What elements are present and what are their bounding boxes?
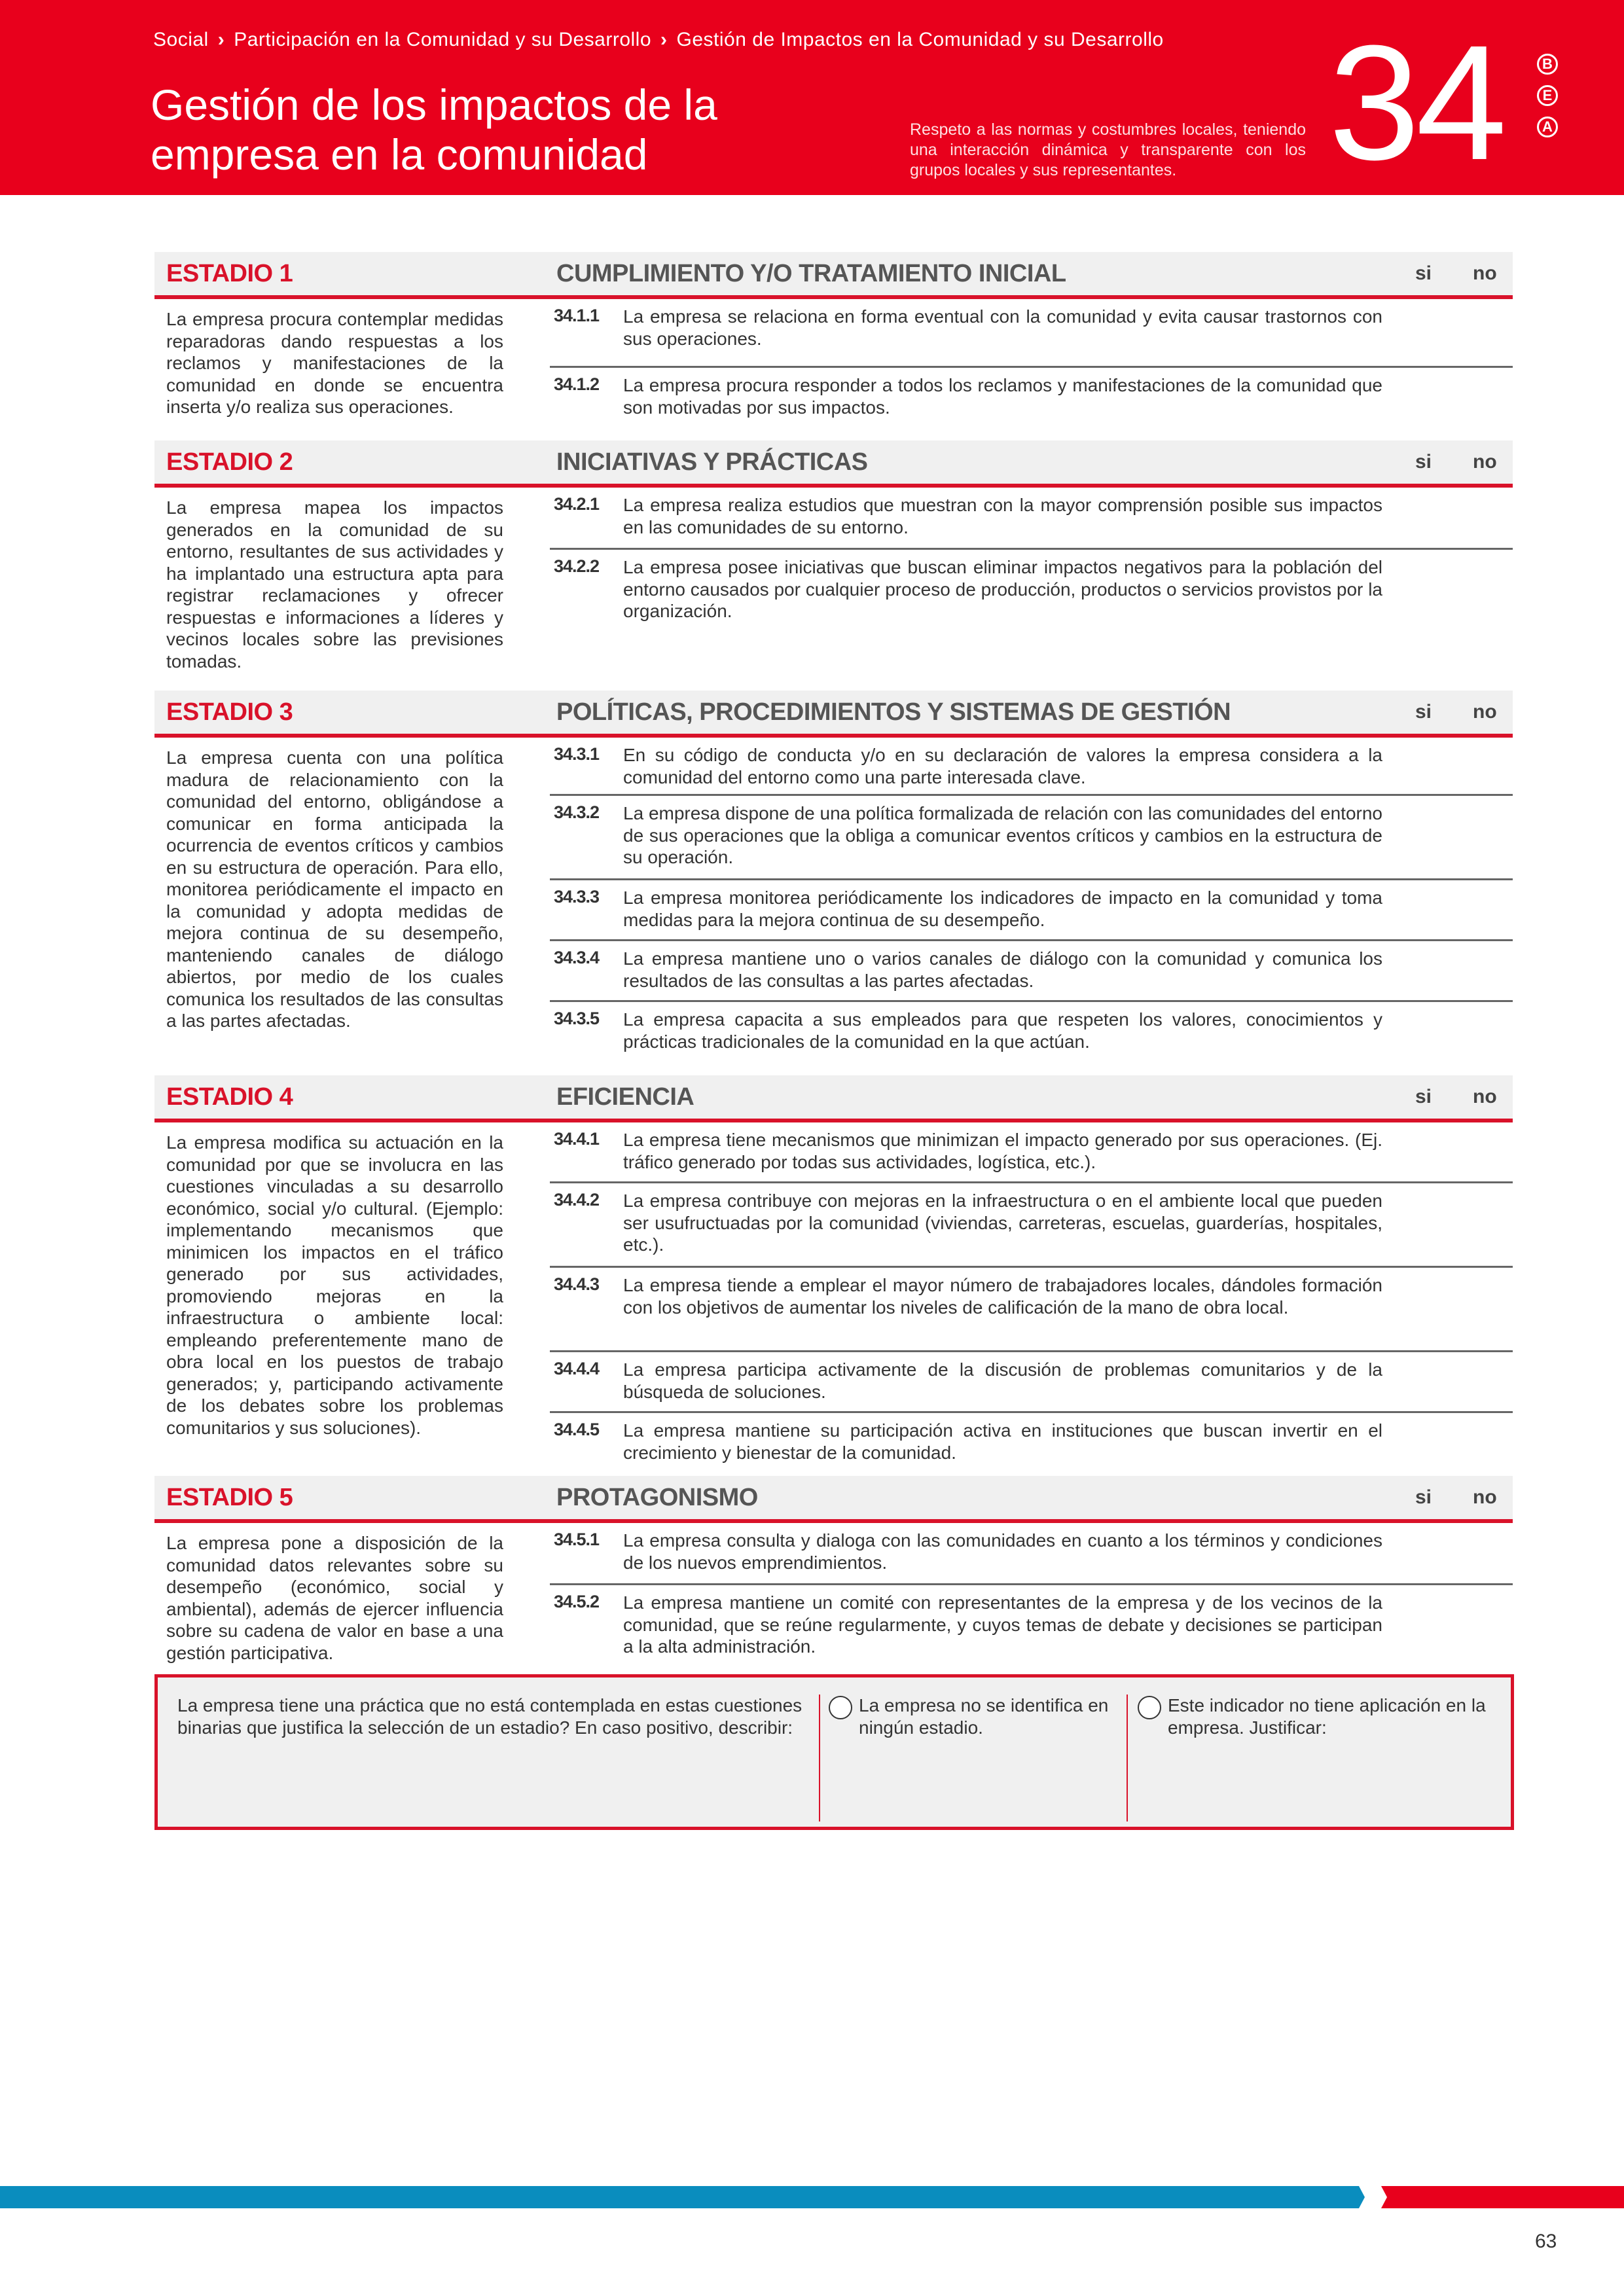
badge-group xyxy=(1537,54,1558,137)
question-text: La empresa monitorea periódicamente los indicadores de impacto en la comunidad y toma medidas para la mejora continua de su desempeño. xyxy=(623,888,1382,930)
section-estadio-4 xyxy=(154,1075,1513,1463)
question-text: La empresa posee iniciativas que buscan eliminar impactos negativos para la población del entorno causados por cualquier proceso de producción, productos o servicios provistos por la organización. xyxy=(623,557,1382,621)
category-title: CUMPLIMIENTO Y/O TRATAMIENTO INICIAL xyxy=(556,259,1066,287)
footer-bar xyxy=(0,2186,1624,2208)
section-header xyxy=(154,691,1513,738)
section-estadio-1 xyxy=(154,252,1513,418)
section-header xyxy=(154,440,1513,488)
section-header xyxy=(154,1476,1513,1523)
question-code: 34.4.3 xyxy=(554,1274,600,1294)
stage-description: La empresa mapea los impactos generados en la comunidad de su entorno, resultantes de sus actividades y ha implantado una estructura apta para registrar reclamaciones y ofrecer respuestas e informaciones a líderes y vecinos locales sobre las previsiones tomadas. xyxy=(166,497,503,672)
column-no-label: no xyxy=(1473,1486,1497,1508)
stage-description: La empresa procura contemplar medidas reparadoras dando respuestas a los reclamos y manifestaciones de la comunidad en donde se encuentra inserta y/o realiza sus operaciones. xyxy=(166,309,503,417)
question-text: La empresa se relaciona en forma eventual con la comunidad y evita causar trastornos con sus operaciones. xyxy=(623,306,1382,349)
category-title: EFICIENCIA xyxy=(556,1083,695,1111)
section-header xyxy=(154,252,1513,299)
badge-a-icon: A xyxy=(1537,117,1558,137)
question-code: 34.2.2 xyxy=(554,556,600,576)
page-header xyxy=(0,0,1624,195)
question-text: La empresa tiende a emplear el mayor número de trabajadores locales, dándoles formación con los objetivos de aumentar los niveles de calificación de la mano de obra local. xyxy=(623,1275,1382,1318)
section-estadio-5 xyxy=(154,1476,1513,1664)
question-row xyxy=(550,1268,1513,1352)
question-row xyxy=(550,550,1513,635)
question-text: En su código de conducta y/o en su declaración de valores la empresa considera a la comunidad del entorno como una parte interesada clave. xyxy=(623,745,1382,787)
question-code: 34.3.1 xyxy=(554,744,600,764)
question-text: La empresa realiza estudios que muestran con la mayor comprensión posible sus impactos en las comunidades de su entorno. xyxy=(623,495,1382,537)
question-row xyxy=(550,880,1513,941)
question-text: La empresa consulta y dialoga con las comunidades en cuanto a los términos y condiciones de los nuevos emprendimientos. xyxy=(623,1530,1382,1573)
stage-title: ESTADIO 3 xyxy=(166,698,293,726)
question-code: 34.5.1 xyxy=(554,1530,600,1549)
question-text: La empresa participa activamente de la discusión de problemas comunitarios y de la búsqueda de soluciones. xyxy=(623,1359,1382,1402)
option-no-stage[interactable] xyxy=(829,1695,1117,1738)
column-si-label: si xyxy=(1415,1086,1432,1107)
question-code: 34.3.4 xyxy=(554,948,600,967)
divider xyxy=(819,1695,820,1821)
other-practice-question[interactable]: La empresa tiene una práctica que no está contemplada en estas cuestiones binarias que justifica la selección de un estadio? En caso positivo, describir: xyxy=(177,1695,803,1738)
question-row xyxy=(550,1352,1513,1413)
question-text: La empresa procura responder a todos los reclamos y manifestaciones de la comunidad que son motivadas por sus impactos. xyxy=(623,375,1382,418)
column-no-label: no xyxy=(1473,262,1497,284)
column-no-label: no xyxy=(1473,701,1497,723)
question-text: La empresa contribuye con mejoras en la infraestructura o en el ambiente local que pueden ser usufructuadas por la comunidad (viviendas, carreteras, escuelas, guarderías, hospitales, etc.). xyxy=(623,1191,1382,1255)
option-no-stage-label: La empresa no se identifica en ningún estadio. xyxy=(859,1695,1109,1738)
option-not-applicable-label: Este indicador no tiene aplicación en la empresa. Justificar: xyxy=(1168,1695,1486,1738)
breadcrumb-item-participacion[interactable]: Participación en la Comunidad y su Desarrollo xyxy=(234,29,652,50)
indicator-number: 34 xyxy=(1329,11,1504,194)
divider xyxy=(1127,1695,1128,1821)
page-number: 63 xyxy=(1535,2231,1557,2252)
question-code: 34.3.5 xyxy=(554,1009,600,1028)
stage-description: La empresa cuenta con una política madura de relacionamiento con la comunidad del entorno, obligándose a comunicar en forma anticipada la ocurrencia de eventos críticos y cambios en su estructura de operación. Para ello, monitorea periódicamente el impacto en la comunidad y adopta medidas de mejora continua de su desempeño, manteniendo canales de diálogo abiertos, por medio de los cuales comunica los resultados de las consultas a las partes afectadas. xyxy=(166,747,503,1031)
question-text: La empresa capacita a sus empleados para que respeten los valores, conocimientos y prácticas tradicionales de la comunidad en la que actúan. xyxy=(623,1009,1382,1052)
question-code: 34.3.2 xyxy=(554,802,600,822)
stage-description: La empresa pone a disposición de la comunidad datos relevantes sobre su desempeño (económico, social y ambiental), además de ejercer influencia sobre su cadena de valor en base a una gestión participativa. xyxy=(166,1533,503,1663)
question-row xyxy=(550,1122,1513,1183)
question-row xyxy=(550,1183,1513,1268)
column-no-label: no xyxy=(1473,451,1497,473)
section-header xyxy=(154,1075,1513,1122)
stage-title: ESTADIO 4 xyxy=(166,1083,293,1111)
chevron-right-icon: › xyxy=(217,29,225,50)
stage-title: ESTADIO 1 xyxy=(166,259,293,287)
stage-title: ESTADIO 2 xyxy=(166,448,293,476)
option-not-applicable[interactable] xyxy=(1138,1695,1504,1738)
question-text: La empresa tiene mecanismos que minimizan el impacto generado por sus operaciones. (Ej. tráfico generado por todas sus actividades, logística, etc.). xyxy=(623,1130,1382,1172)
radio-no-stage[interactable] xyxy=(829,1696,852,1719)
stage-description: La empresa modifica su actuación en la comunidad por que se involucra en las cuestiones vinculadas a su desarrollo económico, social y/o cultural. (Ejemplo: implementando mecanismos que minimicen los impactos en el tráfico generado por sus actividades, promoviendo mejoras en la infraestructura o ambiente local: empleando preferentemente mano de obra local en los puestos de trabajo generados; y, participando activamente de los debates sobre los problemas comunitarios y sus soluciones). xyxy=(166,1132,503,1438)
category-title: INICIATIVAS Y PRÁCTICAS xyxy=(556,448,868,476)
question-text: La empresa mantiene uno o varios canales de diálogo con la comunidad y comunica los resultados de las consultas a las partes afectadas. xyxy=(623,948,1382,991)
question-text: La empresa mantiene su participación activa en instituciones que buscan invertir en el crecimiento y bienestar de la comunidad. xyxy=(623,1420,1382,1463)
page-title: Gestión de los impactos de la empresa en la comunidad xyxy=(151,81,717,179)
badge-b-icon: B xyxy=(1537,54,1558,75)
question-code: 34.4.2 xyxy=(554,1190,600,1210)
breadcrumb-item-social[interactable]: Social xyxy=(153,29,209,50)
stage-title: ESTADIO 5 xyxy=(166,1483,293,1511)
question-code: 34.3.3 xyxy=(554,887,600,906)
category-title: POLÍTICAS, PROCEDIMIENTOS Y SISTEMAS DE GESTIÓN xyxy=(556,698,1231,726)
question-code: 34.4.1 xyxy=(554,1129,600,1149)
question-row xyxy=(550,796,1513,880)
page-subtitle: Respeto a las normas y costumbres locales, teniendo una interacción dinámica y transparente con los grupos locales y sus representantes. xyxy=(910,120,1306,179)
column-si-label: si xyxy=(1415,1486,1432,1508)
footer-bar-blue xyxy=(0,2186,1365,2208)
question-row xyxy=(550,488,1513,550)
question-code: 34.4.4 xyxy=(554,1359,600,1378)
question-code: 34.1.1 xyxy=(554,306,600,325)
question-code: 34.1.2 xyxy=(554,374,600,394)
chevron-right-icon: › xyxy=(660,29,668,50)
question-row xyxy=(550,738,1513,796)
question-row xyxy=(550,941,1513,1002)
category-title: PROTAGONISMO xyxy=(556,1483,758,1511)
section-estadio-3 xyxy=(154,691,1513,1052)
question-code: 34.5.2 xyxy=(554,1592,600,1611)
question-text: La empresa dispone de una política formalizada de relación con las comunidades del entorno de sus operaciones que la obliga a comunicar eventos críticos y cambios en la estructura de su operación. xyxy=(623,803,1382,867)
other-practice-box xyxy=(154,1674,1514,1830)
radio-not-applicable[interactable] xyxy=(1138,1696,1161,1719)
question-row xyxy=(550,368,1513,435)
column-si-label: si xyxy=(1415,262,1432,284)
question-row xyxy=(550,1002,1513,1061)
column-si-label: si xyxy=(1415,451,1432,473)
breadcrumb xyxy=(153,29,1164,51)
question-code: 34.2.1 xyxy=(554,494,600,514)
column-si-label: si xyxy=(1415,701,1432,723)
breadcrumb-item-gestion[interactable]: Gestión de Impactos en la Comunidad y su Desarrollo xyxy=(676,29,1164,50)
question-code: 34.4.5 xyxy=(554,1420,600,1439)
badge-e-icon: E xyxy=(1537,85,1558,106)
column-no-label: no xyxy=(1473,1086,1497,1107)
section-estadio-2 xyxy=(154,440,1513,672)
question-row xyxy=(550,1413,1513,1472)
question-row xyxy=(550,1523,1513,1585)
question-row xyxy=(550,1585,1513,1670)
footer-bar-red xyxy=(1381,2186,1624,2208)
question-row xyxy=(550,299,1513,368)
question-text: La empresa mantiene un comité con representantes de la empresa y de los vecinos de la comunidad, que se reúne regularmente, y cuyos temas de debate y decisiones se participan a la alta administración. xyxy=(623,1592,1382,1657)
